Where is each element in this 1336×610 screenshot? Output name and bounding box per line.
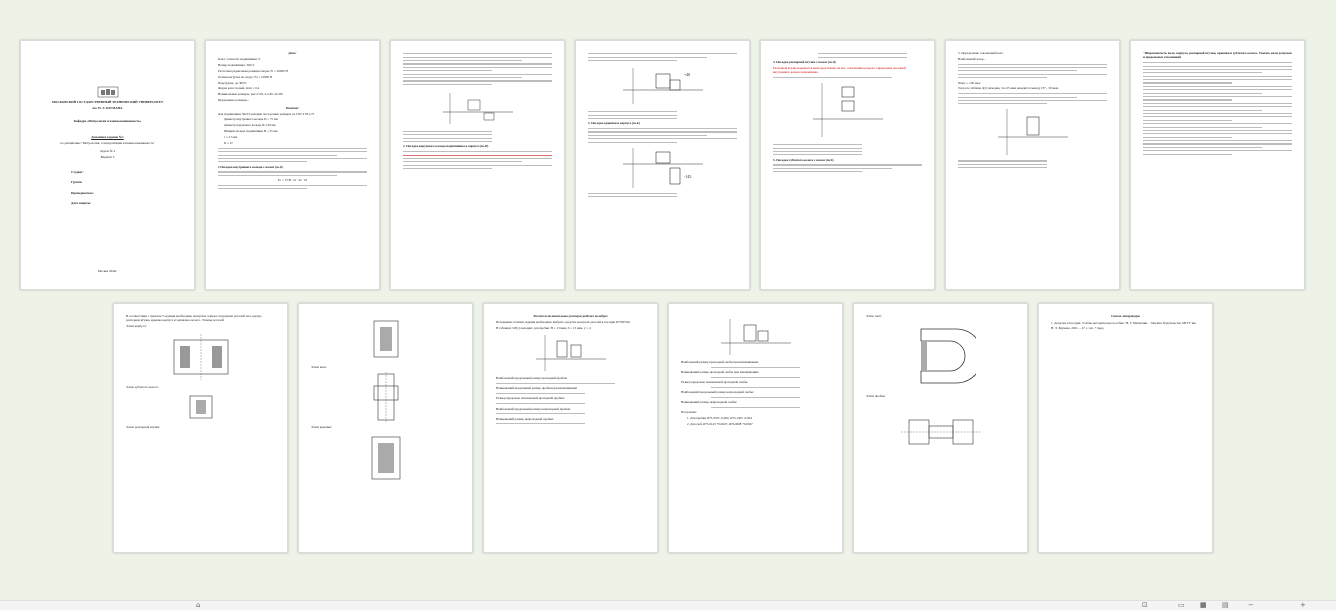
text-block	[403, 53, 552, 85]
text-block	[773, 77, 922, 78]
text-block	[773, 164, 922, 172]
zoom-in-icon[interactable]: +	[1300, 601, 1306, 609]
page-8-sketches[interactable]	[113, 303, 288, 553]
p6-note: Тогда по таблице 4[1] находим, что 25 мкм находится между IT7 - 30 мкм.	[958, 86, 1059, 91]
status-bar	[0, 600, 1336, 610]
red-note: Распорная втулка надевается непосредственно на вал, отклонения которого определены посадкой внутреннего кольца подшипника.	[773, 65, 906, 75]
text-block	[496, 423, 645, 424]
tolerance-diagram-5	[993, 107, 1073, 157]
group-label: Группа:	[71, 180, 83, 185]
references-heading: Список литературы	[1110, 314, 1141, 318]
book-view-icon[interactable]: ▤	[1222, 601, 1229, 609]
given-line-3: Расчетная радиальная реакция опоры: Fr = 20000 Н	[218, 68, 288, 73]
snap-line-1: Наибольший размер проходной скобы при изнашивании:	[681, 360, 759, 364]
given-line-8: Предельные размеры...	[218, 98, 250, 103]
plug-gauge-sketch	[901, 402, 981, 462]
text-block	[588, 111, 737, 119]
university-name: МОСКОВСКИЙ ГОСУДАРСТВЕННЫЙ ТЕХНИЧЕСКИЙ УНИВЕРСИТЕТ	[51, 100, 164, 105]
report-title: Домашнее задание №1	[91, 135, 124, 140]
fit-page-icon[interactable]: ⊡	[1142, 601, 1148, 609]
sketch-label-plug: Эскиз пробки:	[866, 394, 886, 399]
text-block	[773, 53, 922, 57]
p6-line-2: Наибольший зазор...	[958, 56, 986, 61]
page-row-1	[20, 40, 1305, 290]
solution-line-5: r = 2.5 мм	[224, 135, 238, 140]
page-3[interactable]	[390, 40, 565, 290]
sidebar-toggle-icon[interactable]: ⌂	[196, 601, 201, 609]
page-10-gauges[interactable]	[483, 303, 658, 553]
text-block	[773, 144, 922, 155]
cover-sketch-2	[356, 433, 416, 483]
gauges-heading: Расчет исполнительных размеров рабочих калибров	[533, 314, 608, 318]
given-line-4: Осевая нагрузка на опору: Fa = 10000 Н	[218, 74, 273, 79]
text-block	[1143, 62, 1292, 155]
roughness-heading: "Шероховатость вала, корпуса, распорной втулки, крышки и зубчатого колеса. Указать вали допусков и предельных отклонений	[1143, 51, 1292, 60]
page-4[interactable]	[575, 40, 750, 290]
text-block	[681, 377, 830, 378]
p6-line-1: 5. Определение отклонений вала:	[958, 51, 1004, 55]
sketches-intro: В соответствии с пунктом 5 задания необходимо начертить эскизы следующих деталей: вал, корпус, распорная втулка, крышка корпуса и червячное колесо. Эскизы деталей:	[126, 314, 263, 323]
deviation-label-upper: +40	[683, 72, 690, 78]
text-block	[403, 151, 552, 169]
sketch-label-shaft: Эскиз вала:	[311, 365, 327, 369]
deviation-label-lower: -145	[683, 173, 691, 179]
solution-line-1: Для подшипника 30215 находим посадочные размеры по ГОСТ 831-75	[218, 111, 315, 116]
teacher-label: Преподаватель:	[71, 190, 94, 195]
step-1-heading: 1.Посадка внутреннего кольца с валом (m-d)	[218, 164, 283, 169]
step-cover-heading: 2. Посадка крышки в корпусе (m-k)	[588, 121, 640, 126]
p6-line-3: Nmax = 190 мкм	[958, 80, 981, 85]
department: Кафедра «Метрология и взаимозаменяемость»	[73, 118, 142, 123]
snap-line-5: Наименьший размер непроходной скобы:	[681, 400, 738, 405]
step-5-heading: 5. Посадка зубчатого колеса с валом (m-b)	[773, 157, 834, 162]
reference-1: 1. Допуски и посадки. Учебно-методическое пособие / В. Г. Митюшин. – Москва: Издательство МГТУ им. Н. Э. Баумана, 2021. – 47 с.: ил. + пред.	[1051, 321, 1197, 330]
snap-line-3: Размер предельно изношенной проходной скобы:	[681, 380, 748, 385]
tolerance-diagram-3	[618, 146, 708, 190]
text-block	[958, 64, 1107, 79]
text-block	[681, 387, 830, 388]
given-line-1: Класс точности подшипника: 0	[218, 56, 261, 61]
solution-line-2: Диаметр внутреннего кольца D = 75 мм	[224, 117, 278, 122]
solution-heading: Решение:	[285, 105, 300, 110]
page-7[interactable]	[1130, 40, 1305, 290]
page-13-references[interactable]	[1038, 303, 1213, 553]
gauges-line-1: Исходными этапами задания необходимо выбрать средства контроля деталей и посадки Ø75Н7/k6.	[496, 319, 631, 324]
task-number: Задача № 4	[99, 149, 116, 154]
single-page-icon[interactable]: ▭	[1178, 601, 1185, 609]
snap-gauge-sketch	[906, 321, 976, 391]
solution-line-4: Ширина кольца подшипника B = 25 мм	[224, 129, 278, 134]
text-block	[218, 185, 367, 189]
text-block	[588, 193, 737, 197]
gauges-line-3: Наибольший предельный размер проходной пробки:	[496, 376, 568, 381]
page-row-2	[113, 303, 1213, 553]
step-2-heading: 2. Посадка наружного кольца подшипника в корпусе (m-D)	[403, 144, 489, 149]
page-9-shaft[interactable]	[298, 303, 473, 553]
step-4-heading: 4. Посадка распорной втулки с валом (m-d)	[773, 60, 836, 65]
text-block	[218, 148, 367, 163]
page-12-gauge-sketches[interactable]	[853, 303, 1028, 553]
gauge-diagram	[531, 333, 611, 373]
snap-line-2: Наименьший размер проходной скобы при изнашивании:	[681, 370, 759, 375]
given-line-7: Номинальные размеры, мм: d=45, d1=60, d2=80	[218, 92, 283, 97]
text-block	[958, 160, 1107, 168]
gauges-line-7: Наименьший размер непроходной пробки:	[496, 416, 554, 421]
snap-line-8: 2. Для скоб Ø75,0143 +0,0047; Ø76,0008 +0,0047	[687, 422, 753, 427]
sketch-label-gear: Эскиз зубчатого колеса:	[126, 384, 159, 389]
housing-sketch	[166, 332, 236, 382]
sketch-label-housing: Эскиз корпуса:	[126, 324, 147, 329]
text-block	[403, 131, 552, 142]
page-11-snap-gauges[interactable]	[668, 303, 843, 553]
gauges-line-5: Размер предельно изношенной проходной пробки:	[496, 396, 565, 401]
sketch-label-sleeve: Эскиз распорной втулки:	[126, 425, 160, 430]
solution-line-6: D = 27	[224, 141, 233, 146]
snap-line-7: 1. Для пробки Ø75,0705 -0,004; Ø75,1305 -0,004	[687, 416, 752, 421]
load-formula: Pr = Fr/B · k1 · k2 · k3	[277, 178, 308, 183]
page-2-given[interactable]	[205, 40, 380, 290]
text-block	[958, 93, 1107, 104]
tolerance-diagram-4	[808, 81, 888, 141]
page-6[interactable]	[945, 40, 1120, 290]
given-line-6: Форма вала: полый, dотв = 0,4	[218, 86, 260, 91]
snap-gauge-diagram	[716, 317, 796, 357]
snap-line-4: Наибольший предельный размер непроходной скобы:	[681, 390, 754, 395]
text-block	[588, 53, 737, 61]
text-block	[496, 403, 645, 404]
gear-sketch	[176, 392, 226, 422]
text-block	[681, 407, 830, 408]
cover-sketch	[356, 317, 416, 362]
multi-page-icon[interactable]: ▦	[1200, 601, 1207, 609]
tolerance-diagram-2	[618, 64, 708, 108]
gauges-line-6: Наибольший предельный размер непроходной пробки:	[496, 406, 571, 411]
solution-line-3: Диаметр наружного кольца D=130 мм	[224, 123, 276, 128]
city-year: Москва 2024г.	[97, 269, 118, 274]
variant-number: Вариант 5	[100, 155, 115, 160]
sketch-label-snap: Эскиз скоб:	[866, 314, 882, 318]
gauges-line-2: В таблицах 3.8[1] находим: для пробки: H = 13 мкм, Z = 15 мкм, y = 4	[496, 325, 591, 330]
text-block	[218, 171, 367, 175]
snap-line-6: Получение:	[681, 410, 697, 415]
text-block	[496, 383, 645, 384]
text-block	[496, 413, 645, 414]
text-block	[496, 393, 645, 394]
text-block	[681, 367, 830, 368]
given-line-2: Номер подшипника: 30215	[218, 62, 255, 67]
page-1-title[interactable]	[20, 40, 195, 290]
date-label: Дата защиты:	[71, 200, 92, 205]
university-named: им. Н. Э. БАУМАНА	[92, 106, 123, 111]
gauges-line-4: Наименьший предельный размер пробки при изнашивании:	[496, 386, 578, 391]
given-line-5: Перегрузка, до 300%	[218, 80, 247, 85]
student-label: Студент:	[71, 169, 84, 174]
title-logo	[33, 85, 182, 100]
course-name: по дисциплине "Метрология, стандартизация и взаимозаменяемость"	[60, 141, 155, 146]
tolerance-diagram-1	[438, 88, 518, 128]
sketch-label-cover: Эскиз крышки:	[311, 425, 332, 430]
text-block	[681, 397, 830, 398]
text-block	[588, 128, 737, 143]
shaft-sketch	[356, 372, 416, 422]
given-heading: Дано:	[288, 51, 297, 55]
zoom-out-icon[interactable]: −	[1248, 601, 1254, 609]
page-5[interactable]	[760, 40, 935, 290]
